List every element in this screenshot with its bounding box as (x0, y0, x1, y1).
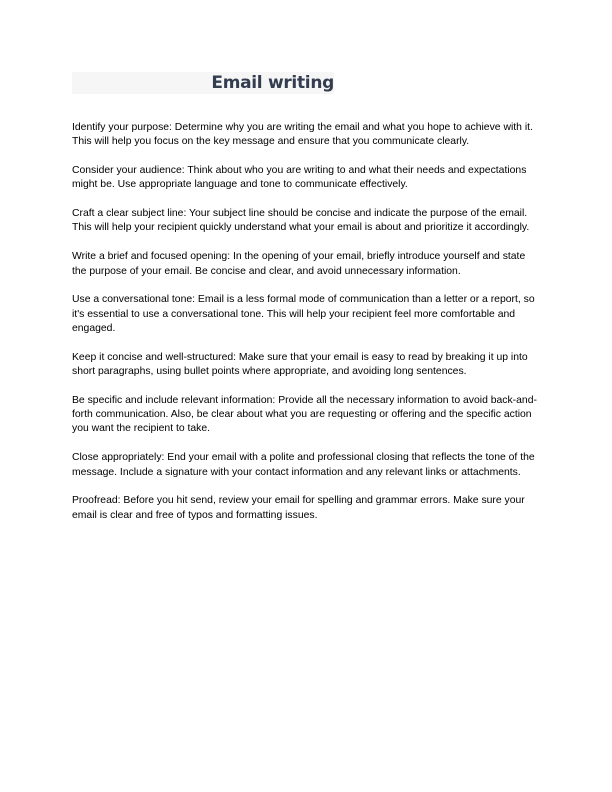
paragraph-opening: Write a brief and focused opening: In the opening of your email, briefly introduce yourself and state the purpose of your email. Be concise and clear, and avoid unnecessary information. (72, 251, 526, 277)
paragraph-identify-purpose: Identify your purpose: Determine why you are writing the email and what you hope to achieve with it. This will help you focus on the key message and ensure that you communicate clearly. (72, 122, 533, 148)
document-body (72, 121, 542, 537)
paragraph-close-appropriately: Close appropriately: End your email with a polite and professional closing that reflects the tone of the message. Include a signature with your contact information and any relevant links or attachments. (72, 452, 535, 478)
paragraph-concise-structure: Keep it concise and well-structured: Make sure that your email is easy to read by breaking it up into short paragraphs, using bullet points where appropriate, and avoiding long sentences. (72, 351, 528, 378)
paragraph-subject-line: Craft a clear subject line: Your subject line should be concise and indicate the purpose of the email. This will help your recipient quickly understand what your email is about and prioritize it accordingly. (72, 208, 530, 234)
paragraph-conversational-tone: Use a conversational tone: Email is a less formal mode of communication than a letter or a report, so it's essential to use a conversational tone. This will help your recipient feel more comfortable and engaged. (72, 294, 535, 334)
paragraph-proofread: Proofread: Before you hit send, review your email for spelling and grammar errors. Make sure your email is clear and free of typos and formatting issues. (72, 495, 525, 521)
paragraph-specific-info: Be specific and include relevant information: Provide all the necessary information to avoid back-and-forth communication. Also, be clear about what you are requesting or offering and the specific action you want the recipient to take. (72, 394, 537, 435)
paragraph-consider-audience: Consider your audience: Think about who you are writing to and what their needs and expectations might be. Use appropriate language and tone to communicate effectively. (72, 165, 527, 191)
title-banner (72, 72, 334, 94)
page-title: Email writing (211, 73, 334, 93)
